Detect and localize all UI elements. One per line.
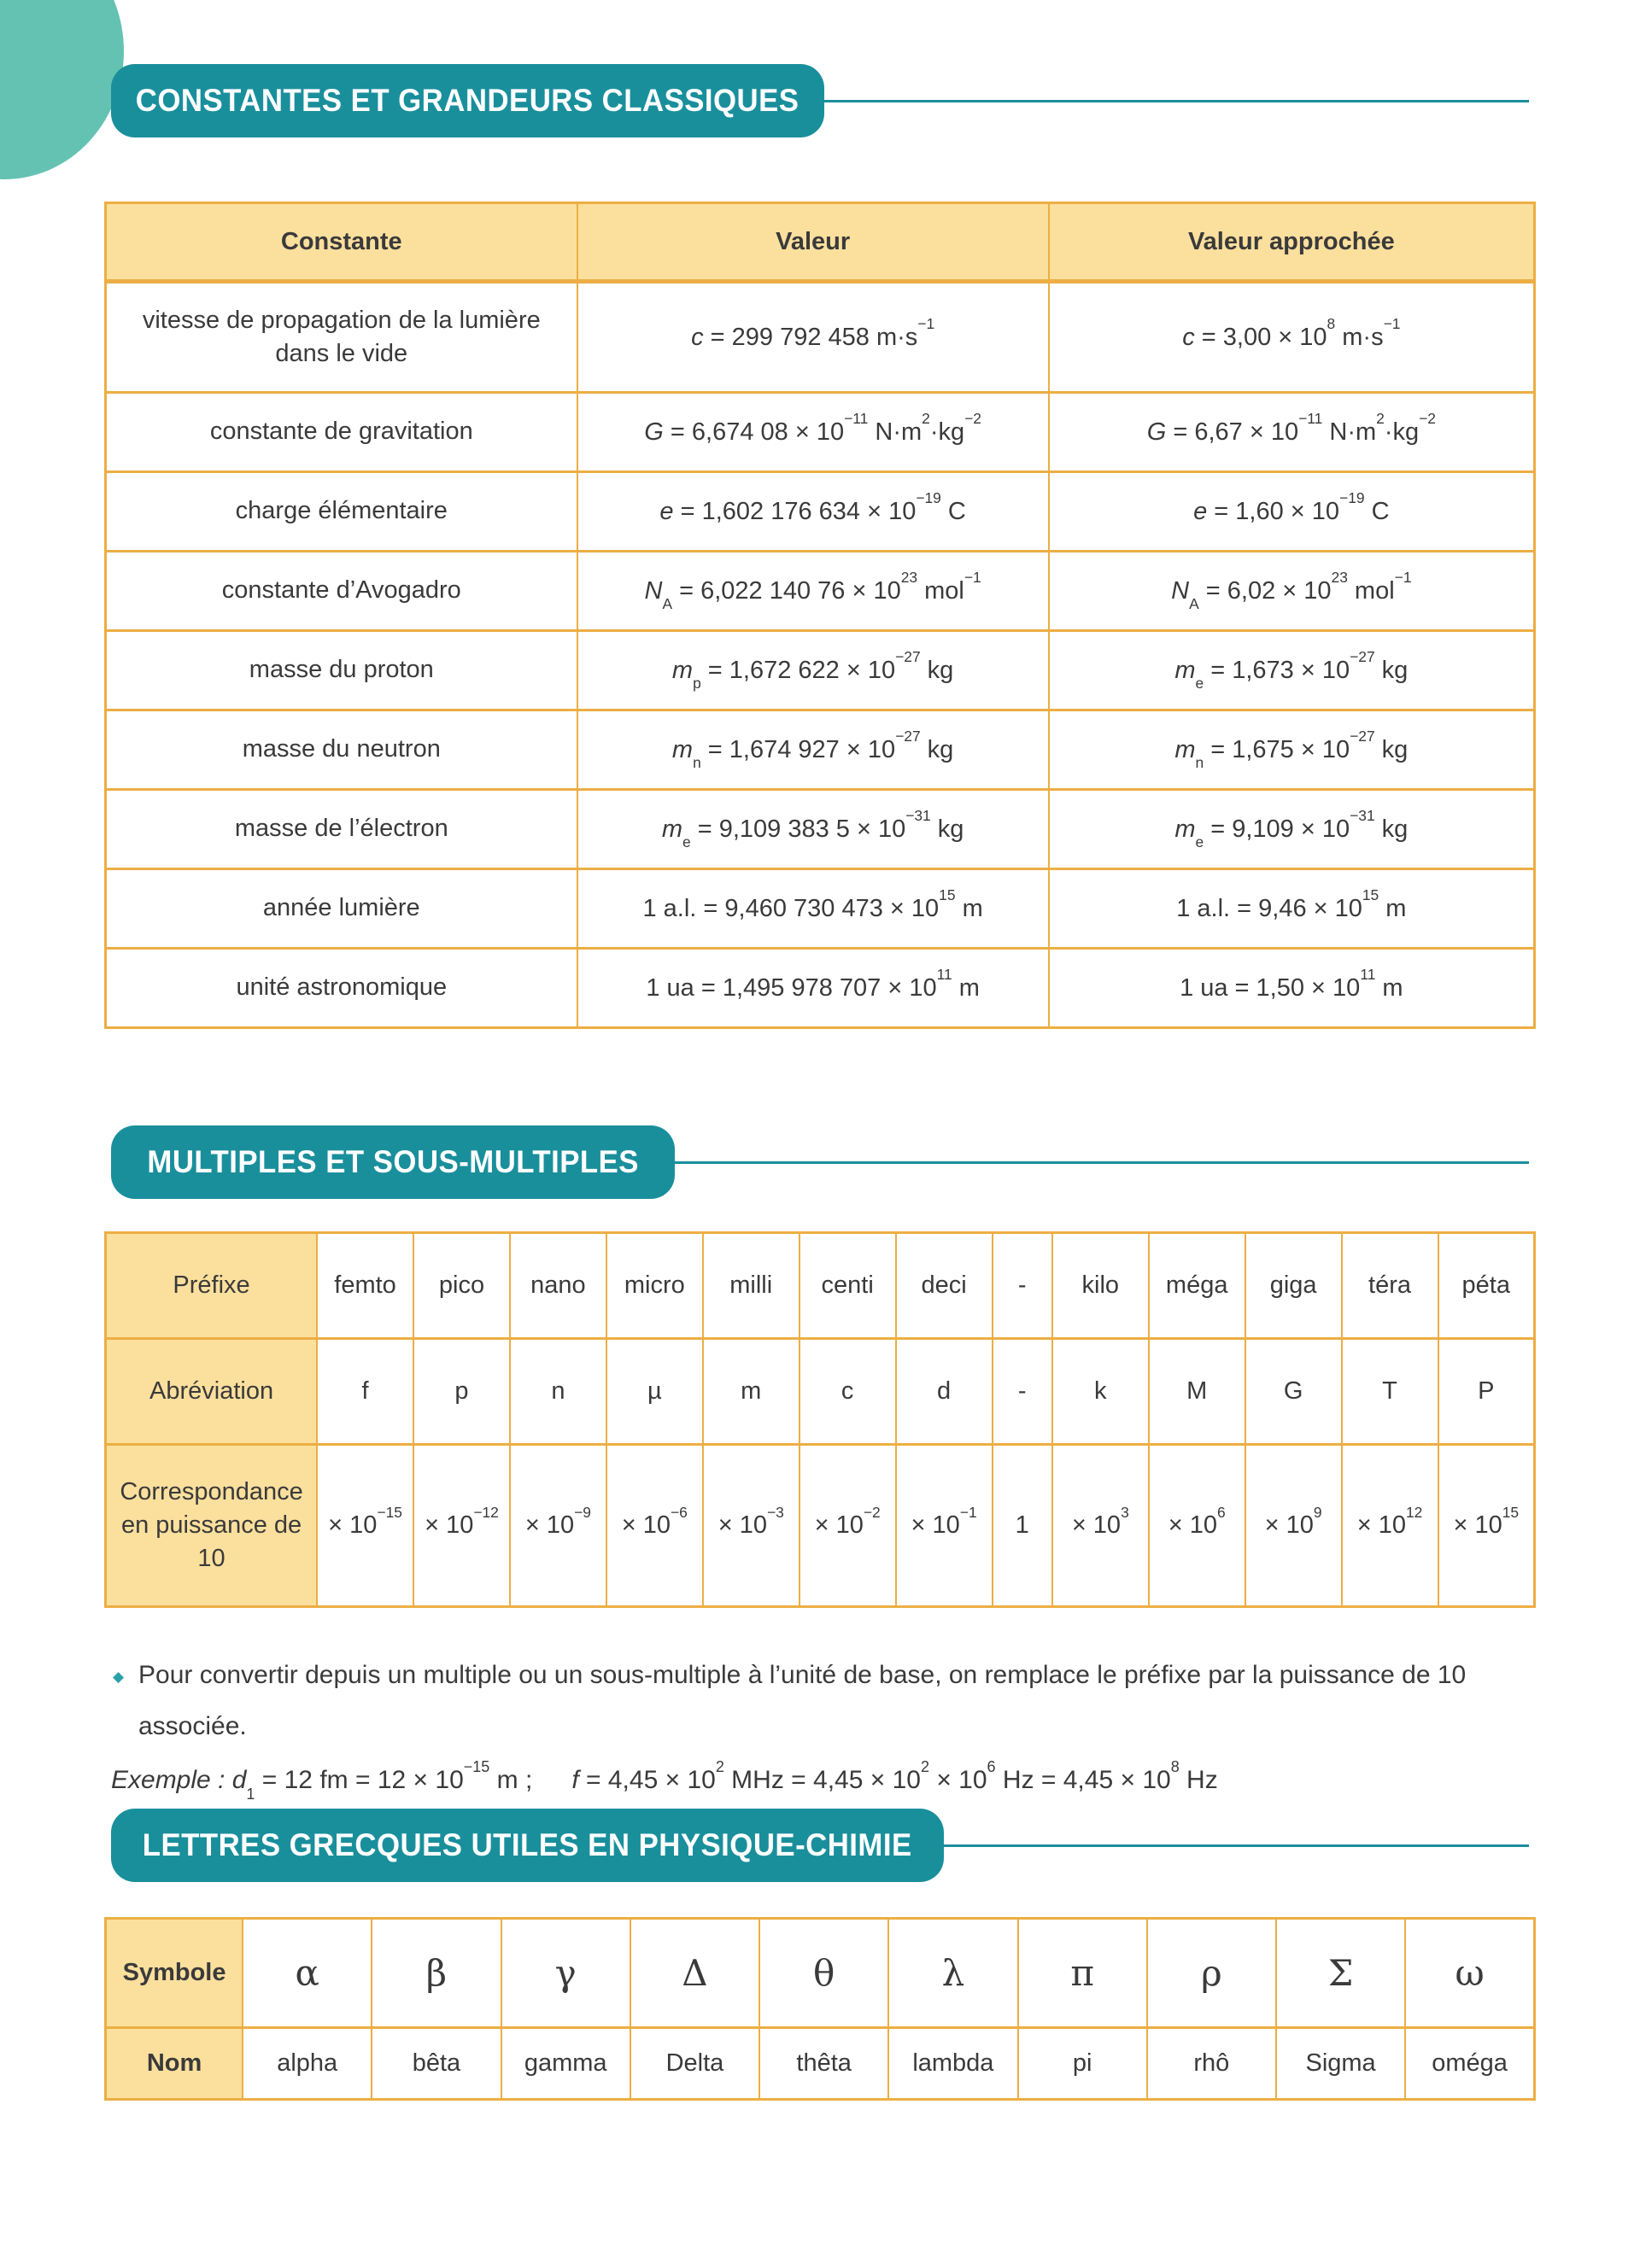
greek-symbol: Σ — [1276, 1919, 1405, 2028]
abbr-cell: - — [993, 1339, 1052, 1445]
greek-symbol: γ — [501, 1919, 630, 2028]
constant-value: e = 1,602 176 $634 \times 10^{-19}$ C — [577, 472, 1049, 552]
abbr-cell: d — [896, 1339, 993, 1445]
abbr-cell: k — [1052, 1339, 1149, 1445]
table-row — [106, 790, 1535, 869]
constant-value: c = 299 792 458 $m\cdot s^{-1}$ — [577, 282, 1049, 393]
power-cell: × $10^{-12}$ — [413, 1445, 510, 1607]
constant-value: $m_e = 9,109$ 383 $5 \times 10^{-31}$ kg — [577, 790, 1049, 869]
abbr-cell: p — [413, 1339, 510, 1445]
greek-symbol: π — [1018, 1919, 1147, 2028]
constant-name: constante de gravitation — [106, 393, 577, 472]
prefix-cell: téra — [1342, 1233, 1438, 1339]
row-label: Symbole — [106, 1919, 243, 2028]
banner-rule — [824, 100, 1529, 102]
constant-value: $N_A = 6,022$ 140 $76 \times 10^{23}$ mol$^{-1}$ — [577, 552, 1049, 631]
table-row — [106, 631, 1535, 710]
greek-letters-table — [104, 1917, 1536, 2101]
table-row — [106, 949, 1535, 1028]
section-greek — [111, 1809, 1529, 1882]
power-row — [106, 1445, 1535, 1607]
example-part2: $f = 4,45 \times 10^2$ MHz = $4,45 \times 10^2 \times 10^6$ $Hz = 4,45 \times 10^8$ Hz — [571, 1757, 1218, 1794]
greek-name: lambda — [888, 2028, 1017, 2100]
abbr-cell: G — [1245, 1339, 1342, 1445]
prefix-cell: péta — [1438, 1233, 1535, 1339]
greek-symbol: θ — [759, 1919, 888, 2028]
greek-name: thêta — [759, 2028, 888, 2100]
prefix-cell: méga — [1149, 1233, 1245, 1339]
constant-name: année lumière — [106, 869, 577, 949]
greek-symbol: ρ — [1147, 1919, 1276, 2028]
greek-symbol: λ — [888, 1919, 1017, 2028]
prefix-cell: femto — [317, 1233, 413, 1339]
greek-name: gamma — [501, 2028, 630, 2100]
prefix-row — [106, 1233, 1535, 1339]
prefix-cell: pico — [413, 1233, 510, 1339]
constants-table — [104, 202, 1536, 1029]
abbr-cell: m — [703, 1339, 800, 1445]
constant-approx: $m_e = 9,109 \times 10^{-31}$ kg — [1049, 790, 1535, 869]
constant-value: 1 a.l. = 9,460 730 $473 \times 10^{15}$ m — [577, 869, 1049, 949]
power-cell: × $10^{-6}$ — [606, 1445, 703, 1607]
constant-value: 1 ua = 1,495 978 $707 \times 10^{11}$ m — [577, 949, 1049, 1028]
symbol-row — [106, 1919, 1535, 2028]
table-row — [106, 552, 1535, 631]
prefix-cell: centi — [800, 1233, 896, 1339]
bullet-diamond-icon: ◆ — [113, 1669, 125, 1685]
constant-approx: $N_A = 6,02 \times 10^{23}$ mol$^{-1}$ — [1049, 552, 1535, 631]
constant-approx: $e = 1,60 \times 10^{-19}$ C — [1049, 472, 1535, 552]
section-banner-greek — [111, 1809, 944, 1882]
section-title: CONSTANTES ET GRANDEURS CLASSIQUES — [136, 83, 800, 118]
power-cell: × $10^9$ — [1245, 1445, 1342, 1607]
abbr-cell: µ — [606, 1339, 703, 1445]
row-label: Correspondance en puissance de 10 — [106, 1445, 318, 1607]
power-cell: × $10^6$ — [1149, 1445, 1245, 1607]
constant-name: masse du neutron — [106, 710, 577, 790]
table-row — [106, 710, 1535, 790]
section-banner-constants — [111, 64, 824, 137]
greek-name: oméga — [1405, 2028, 1534, 2100]
constant-name: masse du proton — [106, 631, 577, 710]
constant-value: $m_n = 1,674$ $927 \times 10^{-27}$ kg — [577, 710, 1049, 790]
header-valeur: Valeur — [577, 203, 1049, 282]
section-constants — [111, 64, 1529, 137]
greek-symbol: β — [372, 1919, 501, 2028]
name-row — [106, 2028, 1535, 2100]
header-valeur-approchee: Valeur approchée — [1049, 203, 1535, 282]
greek-name: bêta — [372, 2028, 501, 2100]
greek-symbol: ω — [1405, 1919, 1534, 2028]
constant-approx: 1 ua = $1,50 \times 10^{11}$ m — [1049, 949, 1535, 1028]
power-cell: × $10^{15}$ — [1438, 1445, 1535, 1607]
note-text: Pour convertir depuis un multiple ou un sous-multiple à l’unité de base, on remplace le préfixe par la puissance de 10 associée. — [138, 1661, 1467, 1740]
table-row — [106, 869, 1535, 949]
greek-symbol: Δ — [630, 1919, 759, 2028]
section-banner-multiples — [111, 1125, 675, 1199]
prefix-cell: kilo — [1052, 1233, 1149, 1339]
row-label: Nom — [106, 2028, 243, 2100]
table-row — [106, 282, 1535, 393]
constant-approx: $G = 6,67 \times 10^{-11}$ $N\cdot m^2\cdot kg^{-2}$ — [1049, 393, 1535, 472]
greek-name: Delta — [630, 2028, 759, 2100]
power-cell: × $10^{-15}$ — [317, 1445, 413, 1607]
table-header-row — [106, 203, 1535, 282]
greek-name: Sigma — [1276, 2028, 1405, 2100]
constant-value: G = 6,674 $08 \times 10^{-11}$ $N\cdot m^2\cdot kg^{-2}$ — [577, 393, 1049, 472]
power-cell: × $10^{12}$ — [1342, 1445, 1438, 1607]
table-row — [106, 393, 1535, 472]
greek-name: alpha — [243, 2028, 372, 2100]
prefix-cell: deci — [896, 1233, 993, 1339]
abbr-cell: T — [1342, 1339, 1438, 1445]
table-row — [106, 472, 1535, 552]
power-cell: × $10^{-9}$ — [510, 1445, 606, 1607]
multiples-table — [104, 1231, 1536, 1608]
power-cell: × $10^{-1}$ — [896, 1445, 993, 1607]
constant-name: unité astronomique — [106, 949, 577, 1028]
power-cell: × $10^3$ — [1052, 1445, 1149, 1607]
abbreviation-row — [106, 1339, 1535, 1445]
constant-value: $m_p = 1,672$ $622 \times 10^{-27}$ kg — [577, 631, 1049, 710]
prefix-cell: micro — [606, 1233, 703, 1339]
power-cell: × $10^{-3}$ — [703, 1445, 800, 1607]
constant-approx: $m_e = 1,673 \times 10^{-27}$ kg — [1049, 631, 1535, 710]
power-cell: 1 — [993, 1445, 1052, 1607]
abbr-cell: c — [800, 1339, 896, 1445]
example-part1: Exemple : $d_1 = 12$ fm = $12 \times 10^{-15}$ m ; — [111, 1757, 533, 1803]
constant-name: charge élémentaire — [106, 472, 577, 552]
row-label: Préfixe — [106, 1233, 318, 1339]
constant-name: masse de l’électron — [106, 790, 577, 869]
conversion-example — [111, 1757, 1546, 1803]
prefix-cell: nano — [510, 1233, 606, 1339]
banner-rule — [675, 1161, 1529, 1164]
greek-name: pi — [1018, 2028, 1147, 2100]
section-title: LETTRES GRECQUES UTILES EN PHYSIQUE-CHIMIE — [143, 1827, 912, 1862]
prefix-cell: milli — [703, 1233, 800, 1339]
abbr-cell: P — [1438, 1339, 1535, 1445]
banner-rule — [944, 1844, 1529, 1847]
greek-symbol: α — [243, 1919, 372, 2028]
header-constante: Constante — [106, 203, 577, 282]
constant-name: constante d’Avogadro — [106, 552, 577, 631]
constant-approx: $m_n = 1,675 \times 10^{-27}$ kg — [1049, 710, 1535, 790]
abbr-cell: M — [1149, 1339, 1245, 1445]
row-label: Abréviation — [106, 1339, 318, 1445]
constant-approx: 1 a.l. = $9,46 \times 10^{15}$ m — [1049, 869, 1535, 949]
section-multiples — [111, 1125, 1529, 1199]
abbr-cell: f — [317, 1339, 413, 1445]
power-cell: × $10^{-2}$ — [800, 1445, 896, 1607]
constant-approx: $c = 3,00 \times 10^8$ $m\cdot s^{-1}$ — [1049, 282, 1535, 393]
abbr-cell: n — [510, 1339, 606, 1445]
corner-blob — [0, 0, 124, 179]
greek-name: rhô — [1147, 2028, 1276, 2100]
prefix-cell: - — [993, 1233, 1052, 1339]
section-title: MULTIPLES ET SOUS-MULTIPLES — [147, 1144, 639, 1179]
conversion-note — [111, 1650, 1546, 1752]
prefix-cell: giga — [1245, 1233, 1342, 1339]
constant-name: vitesse de propagation de la lumière dans le vide — [106, 282, 577, 393]
